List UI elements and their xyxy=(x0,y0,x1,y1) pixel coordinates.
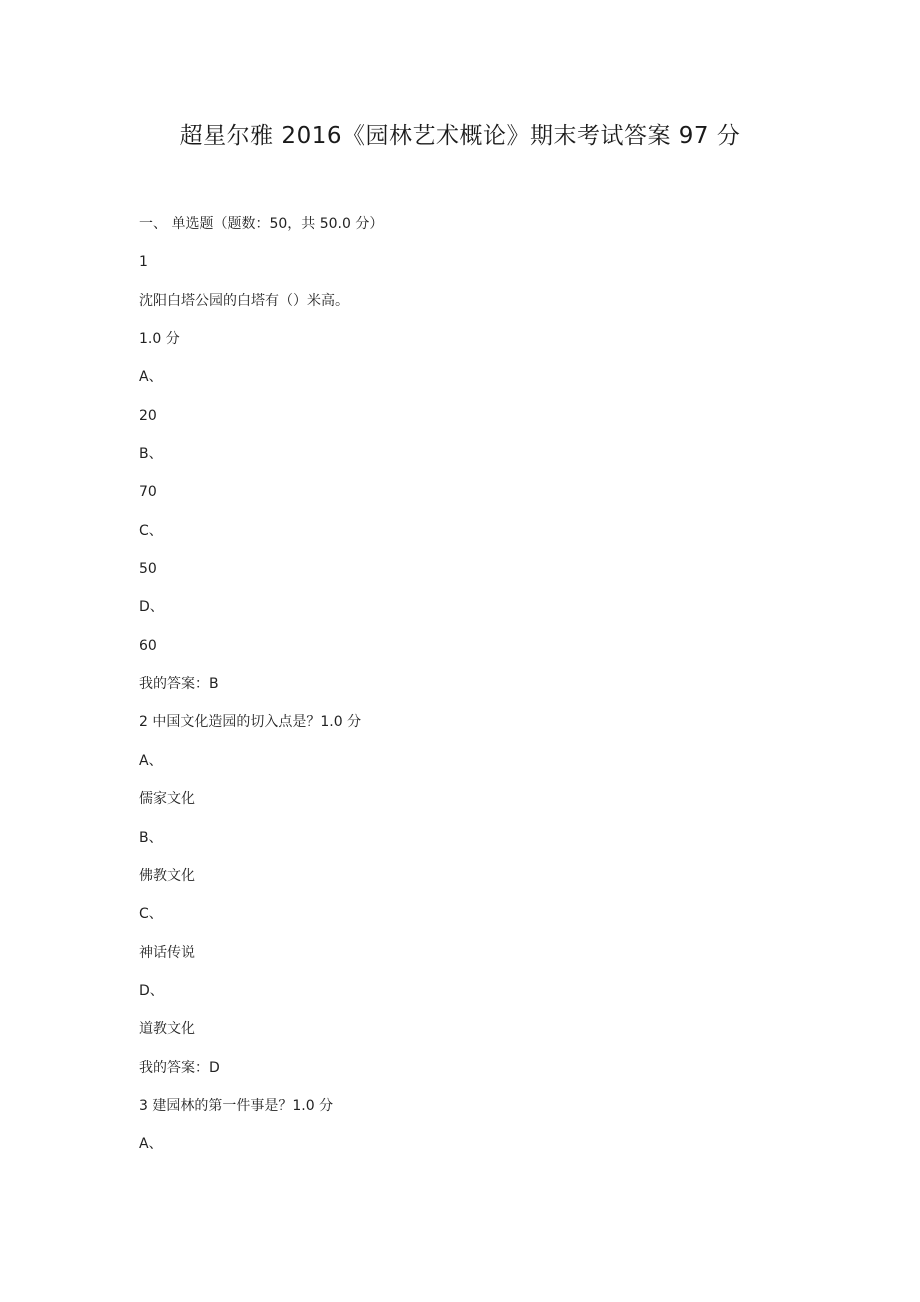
option-text: 道教文化 xyxy=(139,1021,195,1038)
question-score: 1.0 分 xyxy=(139,331,180,348)
option-label: A、 xyxy=(139,752,163,769)
question-text: 沈阳白塔公园的白塔有（）米高。 xyxy=(139,292,349,309)
option-label: B、 xyxy=(139,446,163,463)
option-label: B、 xyxy=(139,829,163,846)
my-answer: 我的答案：B xyxy=(139,676,219,693)
option-text: 20 xyxy=(139,407,157,424)
option-label: A、 xyxy=(139,369,163,386)
question-number: 1 xyxy=(139,254,148,271)
option-text: 儒家文化 xyxy=(139,791,195,808)
option-text: 50 xyxy=(139,561,157,578)
option-text: 神话传说 xyxy=(139,944,195,961)
my-answer: 我的答案：D xyxy=(139,1059,220,1076)
option-text: 60 xyxy=(139,637,157,654)
option-label: D、 xyxy=(139,599,164,616)
option-text: 70 xyxy=(139,484,157,501)
section-heading: 一、 单选题（题数：50，共 50.0 分） xyxy=(139,216,384,232)
option-label: C、 xyxy=(139,906,163,923)
question-text: 3 建园林的第一件事是？1.0 分 xyxy=(139,1097,334,1114)
option-label: A、 xyxy=(139,1136,163,1153)
question-text: 2 中国文化造园的切入点是？1.0 分 xyxy=(139,714,362,731)
document-body xyxy=(139,211,839,1170)
option-label: D、 xyxy=(139,982,164,999)
document-title: 超星尔雅 2016《园林艺术概论》期末考试答案 97 分 xyxy=(179,123,741,149)
option-text: 佛教文化 xyxy=(139,867,195,884)
option-label: C、 xyxy=(139,522,163,539)
